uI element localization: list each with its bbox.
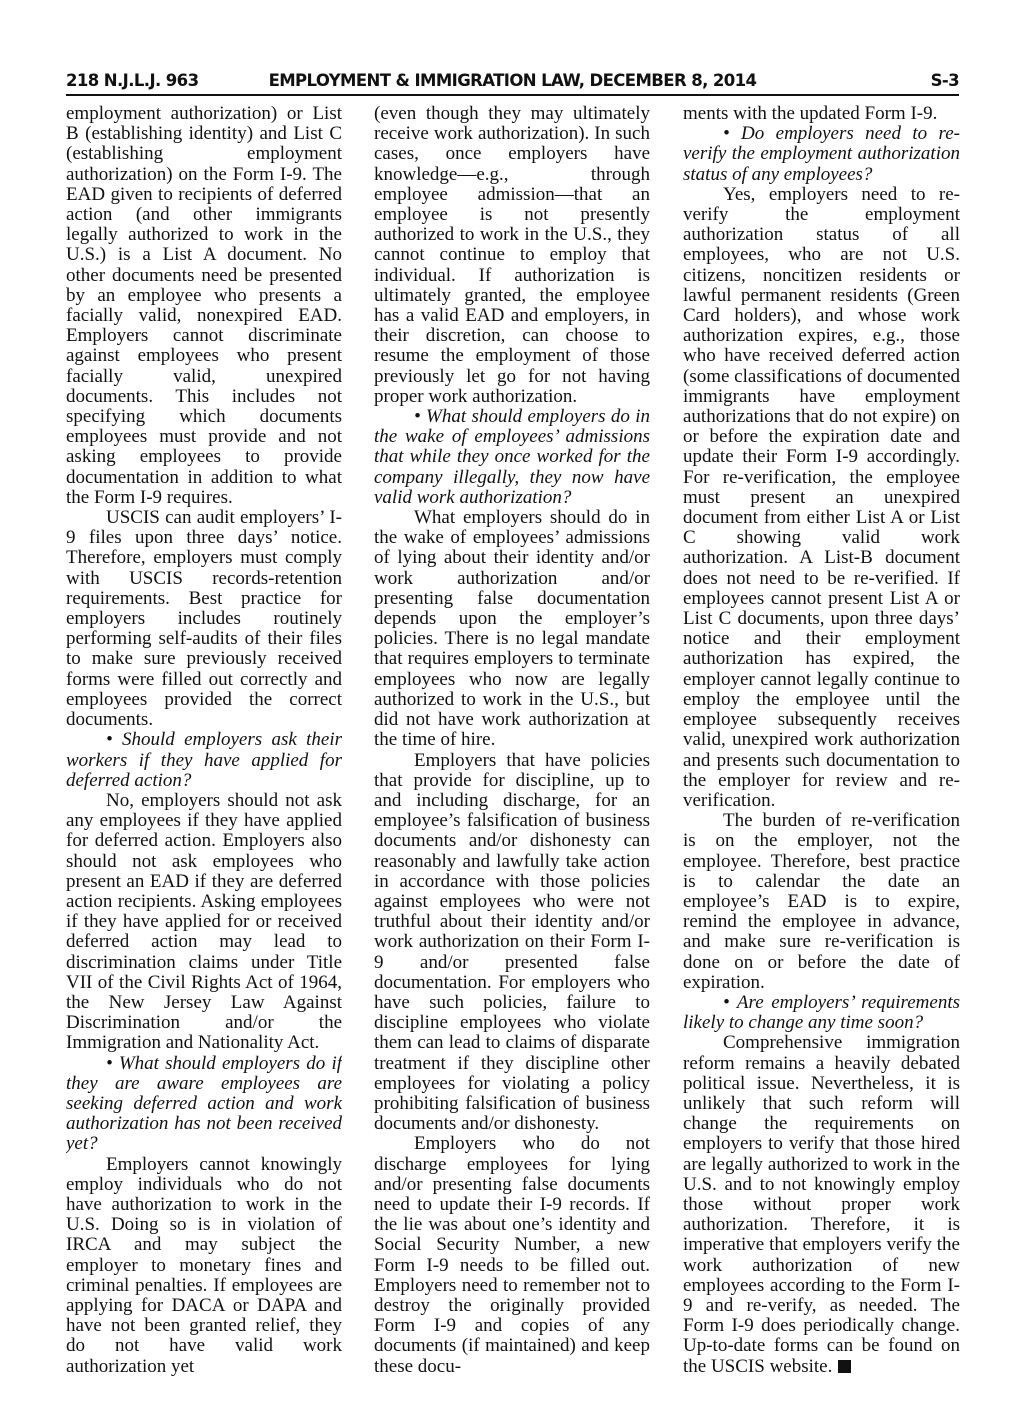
citation: 218 N.J.L.J. 963 xyxy=(66,71,199,90)
end-mark-icon xyxy=(838,1360,851,1373)
paragraph xyxy=(374,751,650,1135)
question-heading xyxy=(66,1054,342,1155)
paragraph-text: • What should employers do in the wake of employees’ admissions that while they once worked for the company illegally, they now have valid work authorization? xyxy=(374,406,650,508)
paragraph xyxy=(66,104,342,508)
paragraph-text: • Are employers’ requirements likely to change any time soon? xyxy=(683,991,960,1034)
paragraph-text: Yes, employers need to re-verify the employment authorization status of all employees, who are not U.S. citizens, noncitizen residents or lawful permanent residents (Green Card holders), and whose work authorization expires, e.g., those who have received deferred action (some classifications of documented immigrants have employment authorizations that do not expire) on or before the expiration date and update their Form I-9 accordingly. For re-verification, the employee must present an unexpired document from either List A or List C showing valid work authorization. A List-B document does not need to be re-verified. If employees cannot present List A or List C documents, upon three days’ notice and their employment authorization has expired, the employer cannot legally continue to employ the employee until the employee subsequently receives valid, unexpired work authorization and presents such documentation to the employer for review and re-verification. xyxy=(683,183,960,811)
paragraph-text: (even though they may ultimately receive work authorization). In such cases, once employers have knowledge—e.g., through employee admission—that an employee is not presently authorized to work in the U.S., they cannot continue to employ that individual. If authorization is ultimately granted, the employee has a valid EAD and employers, in their discretion, can choose to resume the employment of those previously let go for not having proper work authorization. xyxy=(374,104,650,407)
column-2 xyxy=(374,104,650,1394)
paragraph xyxy=(66,1155,342,1377)
paragraph-text: Comprehensive immigration reform remains a heavily debated political issue. Nevertheless, it is unlikely that such reform will change the requirements on employers to verify that those hired are legally authorized to work in the U.S. and to not knowingly employ those without proper work authorization. Therefore, it is imperative that employers verify the work authorization of new employees according to the Form I-9 and re-verify, as needed. The Form I-9 does periodically change. Up-to-date forms can be found on the USCIS website. xyxy=(683,1032,960,1377)
paragraph xyxy=(374,1134,650,1376)
paragraph xyxy=(683,185,960,811)
column-1 xyxy=(66,104,342,1394)
paragraph-text: No, employers should not ask any employees if they have applied for deferred action. Employers also should not ask employees who present an EAD if they are deferred action recipients. Asking employees if they have applied for or received deferred action may lead to discrimination claims under Title VII of the Civil Rights Act of 1964, the New Jersey Law Against Discrimination and/or the Immigration and Nationality Act. xyxy=(66,789,342,1054)
paragraph xyxy=(683,811,960,993)
publication-title: EMPLOYMENT & IMMIGRATION LAW, DECEMBER 8, 2014 xyxy=(268,71,757,90)
header-rule xyxy=(66,94,959,96)
paragraph-text: employment authorization) or List B (establishing identity) and List C (establishing employment authorization) on the Form I-9. The EAD given to recipients of deferred action (and other immigrants legally authorized to work in the U.S.) is a List A document. No other documents need be presented by an employee who presents a facially valid, nonexpired EAD. Employers cannot discriminate against employees who present facially valid, unexpired documents. This includes not specifying which documents employees must provide and not asking employees to provide documentation in addition to what the Form I-9 requires. xyxy=(66,104,342,508)
paragraph-text: USCIS can audit employers’ I-9 files upon three days’ notice. Therefore, employers must comply with USCIS records-retention requirements. Best practice for employers includes routinely performing self-audits of their files to make sure previously received forms were filled out correctly and employees provided the correct documents. xyxy=(66,507,342,731)
paragraph xyxy=(683,104,960,124)
question-heading xyxy=(374,407,650,508)
paragraph xyxy=(66,508,342,730)
paragraph-text: What employers should do in the wake of employees’ admissions of lying about their identity and/or work authorization and/or presenting false documentation depends upon the employer’s policies. There is no legal mandate that requires employers to terminate employees who now are legally authorized to work in the U.S., but did not have work authorization at the time of hire. xyxy=(374,507,650,751)
question-heading xyxy=(683,124,960,185)
paragraph xyxy=(374,508,650,750)
paragraph-text: ments with the updated Form I-9. xyxy=(683,104,938,124)
paragraph xyxy=(66,791,342,1054)
column-3 xyxy=(683,104,960,1394)
paragraph-text: Employers who do not discharge employees for lying and/or presenting false documents need to update their I-9 records. If the lie was about one’s identity and Social Security Number, a new Form I-9 needs to be filled out. Employers need to remember not to destroy the originally provided Form I-9 and copies of any documents (if maintained) and keep these docu- xyxy=(374,1133,650,1377)
paragraph-text: • Do employers need to re-verify the employment authorization status of any employees? xyxy=(683,123,960,185)
question-heading xyxy=(683,993,960,1033)
question-heading xyxy=(66,730,342,791)
paragraph-text: • What should employers do if they are aware employees are seeking deferred action and work authorization has not been received yet? xyxy=(66,1052,342,1155)
page-number: S-3 xyxy=(930,71,959,90)
paragraph-text: Employers cannot knowingly employ individuals who do not have authorization to work in the U.S. Doing so is in violation of IRCA and may subject the employer to monetary fines and criminal penalties. If employees are applying for DACA or DAPA and have not been granted relief, they do not have valid work authorization yet xyxy=(66,1153,342,1377)
running-header xyxy=(66,68,959,94)
paragraph-text: The burden of re-verification is on the employer, not the employee. Therefore, best practice is to calendar the date an employee’s EAD is to expire, remind the employee in advance, and make sure re-verification is done on or before the date of expiration. xyxy=(683,810,960,993)
paragraph xyxy=(374,104,650,407)
paragraph-text: • Should employers ask their workers if they have applied for deferred action? xyxy=(66,729,342,791)
paragraph-text: Employers that have policies that provide for discipline, up to and including discharge, for an employee’s falsification of business documents and/or dishonesty can reasonably and lawfully take action in accordance with those policies against employees who were not truthful about their identity and/or work authorization on their Form I-9 and/or presented false documentation. For employers who have such policies, failure to discipline employees who violate them can lead to claims of disparate treatment if they discipline other employees for violating a policy prohibiting falsification of business documents and/or dishonesty. xyxy=(374,749,650,1135)
paragraph xyxy=(683,1033,960,1376)
